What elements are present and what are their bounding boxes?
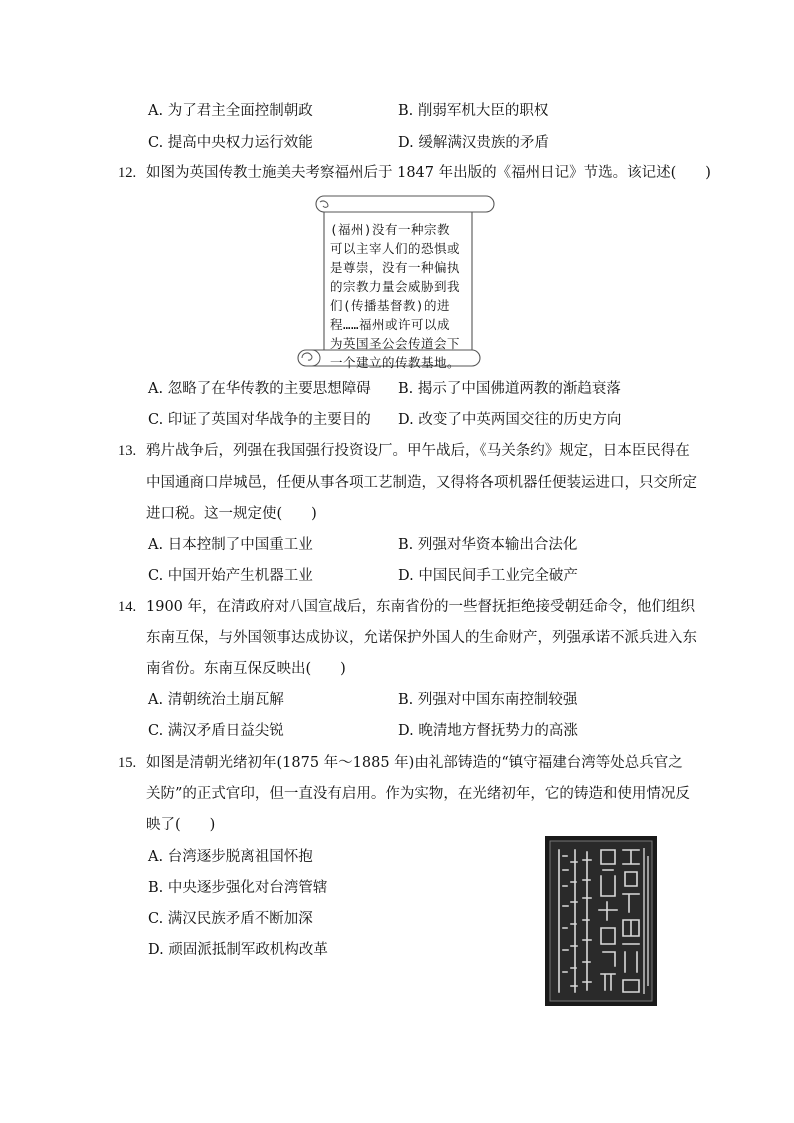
question-number: 12. <box>118 165 137 181</box>
q13-option-d[interactable]: D. 中国民间手工业完全破产 <box>398 568 578 584</box>
question-line: 映了( ) <box>146 817 216 833</box>
scroll-text <box>330 220 490 372</box>
scroll-line: 程……福州或许可以成 <box>330 317 451 332</box>
q11-option-d[interactable]: D. 缓解满汉贵族的矛盾 <box>398 135 549 151</box>
q12-option-b[interactable]: B. 揭示了中国佛道两教的渐趋衰落 <box>398 381 621 397</box>
q13-option-c[interactable]: C. 中国开始产生机器工业 <box>148 568 313 584</box>
scroll-line: 一个建立的传教基地。 <box>330 355 461 370</box>
question-line: 进口税。这一规定使( ) <box>146 506 317 522</box>
q15-option-b[interactable]: B. 中央逐步强化对台湾管辖 <box>148 880 328 896</box>
scroll-line: 是尊崇，没有一种偏执 <box>330 260 461 275</box>
question-line: 中国通商口岸城邑，任便从事各项工艺制造，又得将各项机器任便装运进口，只交所定 <box>146 475 697 491</box>
scroll-excerpt-figure <box>296 190 498 370</box>
scroll-line: 可以主宰人们的恐惧或 <box>330 241 461 256</box>
scroll-line: 的宗教力量会威胁到我 <box>330 279 461 294</box>
q14-option-d[interactable]: D. 晚清地方督抚势力的高涨 <box>398 723 578 739</box>
q11-option-a[interactable]: A. 为了君主全面控制朝政 <box>148 103 313 119</box>
q12-option-a[interactable]: A. 忽略了在华传教的主要思想障碍 <box>148 381 371 397</box>
q11-option-b[interactable]: B. 削弱军机大臣的职权 <box>398 103 549 119</box>
q12-option-c[interactable]: C. 印证了英国对华战争的主要目的 <box>148 412 371 428</box>
question-line: 东南互保，与外国领事达成协议，允诺保护外国人的生命财产，列强承诺不派兵进入东 <box>146 630 697 646</box>
q15-option-c[interactable]: C. 满汉民族矛盾不断加深 <box>148 911 313 927</box>
scroll-line: 们(传播基督教)的进 <box>330 298 451 313</box>
q12-option-d[interactable]: D. 改变了中英两国交往的历史方向 <box>398 412 622 428</box>
q14-option-a[interactable]: A. 清朝统治土崩瓦解 <box>148 692 284 708</box>
official-seal-image <box>545 836 657 1006</box>
question-line: 如图是清朝光绪初年(1875 年～1885 年)由礼部铸造的“镇守福建台湾等处总兵官之 <box>146 755 683 771</box>
q14-option-c[interactable]: C. 满汉矛盾日益尖锐 <box>148 723 284 739</box>
question-number: 15. <box>118 755 137 771</box>
question-line: 关防”的正式官印，但一直没有启用。作为实物，在光绪初年，它的铸造和使用情况反 <box>146 786 690 802</box>
q14-option-b[interactable]: B. 列强对中国东南控制较强 <box>398 692 578 708</box>
q15-option-d[interactable]: D. 顽固派抵制军政机构改革 <box>148 942 328 958</box>
q13-option-a[interactable]: A. 日本控制了中国重工业 <box>148 537 313 553</box>
scroll-line: 为英国圣公会传道会下 <box>330 336 461 351</box>
scroll-line: (福州)没有一种宗教 <box>330 222 451 237</box>
question-number: 13. <box>118 443 137 459</box>
q15-option-a[interactable]: A. 台湾逐步脱离祖国怀抱 <box>148 849 313 865</box>
question-line: 南省份。东南互保反映出( ) <box>146 661 346 677</box>
question-line: 1900 年，在清政府对八国宣战后，东南省份的一些督抚拒绝接受朝廷命令，他们组织 <box>146 599 696 615</box>
question-line: 鸦片战争后，列强在我国强行投资设厂。甲午战后，《马关条约》规定，日本臣民得在 <box>146 443 690 459</box>
question-number: 14. <box>118 599 137 615</box>
question-stem: 如图为英国传教士施美夫考察福州后于 1847 年出版的《福州日记》节选。该记述( ) <box>146 165 711 181</box>
q13-option-b[interactable]: B. 列强对华资本输出合法化 <box>398 537 578 553</box>
q11-option-c[interactable]: C. 提高中央权力运行效能 <box>148 135 313 151</box>
